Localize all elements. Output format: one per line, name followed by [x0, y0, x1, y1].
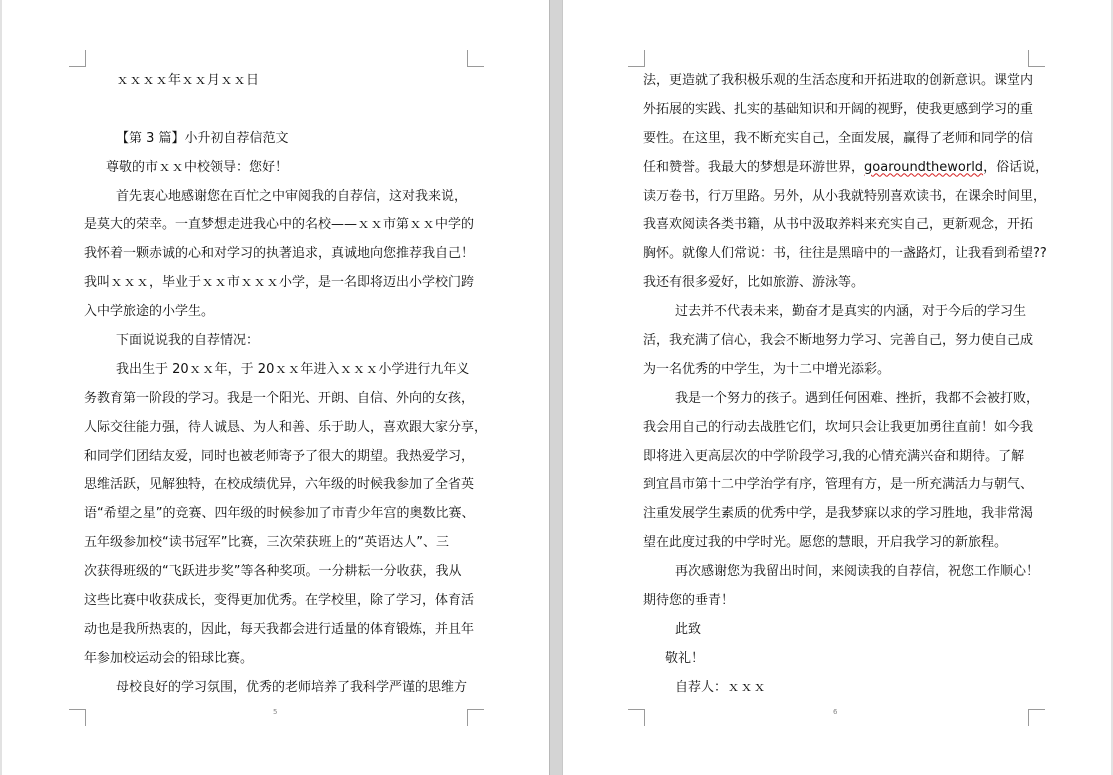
crop-mark-top-left [69, 50, 86, 67]
date-line: ｘｘｘｘ年ｘｘ月ｘｘ日 [116, 73, 260, 88]
text-line: 读万卷书，行万里路。另外，从小我就特别喜欢读书，在课余时间里， [643, 188, 1047, 204]
text-line: 首先衷心地感谢您在百忙之中审阅我的自荐信，这对我来说， [116, 188, 468, 204]
text-line: 望在此度过我的中学时光。愿您的慧眼，开启我学习的新旅程。 [643, 535, 1008, 551]
text-line: 下面说说我的自荐情况： [116, 333, 260, 349]
text-span: ，俗话说， [983, 159, 1049, 175]
text-line: 次获得班级的“飞跃进步奖”等各种奖项。一分耕耘一分收获，我从 [84, 564, 462, 580]
spelling-flagged-word[interactable]: goaroundtheworld [864, 159, 984, 175]
text-line: 即将进入更高层次的中学阶段学习,我的心情充满兴奋和期待。了解 [643, 448, 1025, 464]
text-line: 我出生于 20ｘｘ年，于 20ｘｘ年进入ｘｘｘ小学进行九年义 [116, 361, 470, 377]
page-body[interactable] [643, 67, 1049, 703]
text-line: 我还有很多爱好，比如旅游、游泳等。 [643, 275, 865, 291]
crop-mark-top-left [628, 50, 645, 67]
text-line: 外拓展的实践、扎实的基础知识和开阔的视野，使我更感到学习的重 [643, 101, 1034, 117]
document-page-left [0, 0, 549, 775]
text-line: 人际交往能力强，待人诚恳、为人和善、乐于助人，喜欢跟大家分享， [84, 419, 488, 435]
salutation: 尊敬的市ｘｘ中校领导：您好！ [106, 159, 289, 175]
text-line: 五年级参加校“读书冠军”比赛，三次荣获班上的“英语达人”、三 [84, 535, 449, 551]
text-line: 年参加校运动会的铅球比赛。 [84, 650, 254, 666]
crop-mark-top-right [1028, 50, 1045, 67]
text-line: 我会用自己的行动去战胜它们，坎坷只会让我更加勇往直前！如今我 [643, 419, 1034, 435]
text-line: 法，更造就了我积极乐观的生活态度和开拓进取的创新意识。课堂内 [643, 73, 1034, 88]
crop-mark-bottom-right [467, 709, 484, 726]
text-line: 母校良好的学习氛围，优秀的老师培养了我科学严谨的思维方 [116, 679, 468, 695]
crop-mark-bottom-left [628, 709, 645, 726]
page-number: 5 [273, 708, 278, 716]
document-page-right [563, 0, 1113, 775]
text-line: 到宜昌市第十二中学治学有序，管理有方，是一所充满活力与朝气、 [643, 477, 1034, 493]
page-body[interactable] [84, 67, 488, 703]
crop-mark-bottom-right [1028, 709, 1045, 726]
text-span: 任和赞誉。我最大的梦想是环游世界， [643, 159, 865, 175]
text-line: 胸怀。就像人们常说：书，往往是黑暗中的一盏路灯，让我看到希望?? [643, 246, 1047, 262]
text-line: 为一名优秀的中学生，为十二中增光添彩。 [643, 361, 891, 377]
crop-mark-bottom-left [69, 709, 86, 726]
page-number: 6 [833, 708, 838, 716]
text-line: 务教育第一阶段的学习。我是一个阳光、开朗、自信、外向的女孩， [84, 390, 475, 406]
text-line: 和同学们团结友爱，同时也被老师寄予了很大的期望。我热爱学习， [84, 448, 475, 464]
text-line: 我喜欢阅读各类书籍，从书中汲取养料来充实自己，更新观念，开拓 [643, 217, 1034, 233]
page-edge [0, 0, 2, 775]
signature-line: 自荐人：ｘｘｘ [675, 679, 767, 695]
text-line: 活，我充满了信心，我会不断地努力学习、完善自己，努力使自己成 [643, 333, 1034, 349]
text-line: 过去并不代表未来，勤奋才是真实的内涵，对于今后的学习生 [675, 304, 1027, 320]
text-line: 入中学旅途的小学生。 [84, 304, 215, 320]
text-line: 思维活跃，见解独特，在校成绩优异，六年级的时候我参加了全省英 [84, 477, 475, 493]
crop-mark-top-right [467, 50, 484, 67]
text-line: 语“希望之星”的竞赛、四年级的时候参加了市青少年宫的奥数比赛、 [84, 506, 475, 522]
text-line: 动也是我所热衷的，因此，每天我都会进行适量的体育锻炼，并且年 [84, 621, 475, 637]
text-line: 是莫大的荣幸。一直梦想走进我心中的名校——ｘｘ市第ｘｘ中学的 [84, 217, 475, 233]
text-line: 注重发展学生素质的优秀中学，是我梦寐以求的学习胜地，我非常渴 [643, 506, 1034, 522]
text-line [643, 154, 1049, 183]
text-line: 期待您的垂青！ [643, 593, 735, 609]
blank-line [84, 96, 469, 125]
text-line: 要性。在这里，我不断充实自己，全面发展，赢得了老师和同学的信 [643, 130, 1034, 146]
text-line: 我是一个努力的孩子。遇到任何困难、挫折，我都不会被打败， [675, 390, 1040, 406]
page-gap [549, 0, 563, 775]
closing-line: 此致 [675, 621, 702, 637]
closing-line: 敬礼！ [665, 650, 705, 666]
text-line: 再次感谢您为我留出时间，来阅读我的自荐信，祝您工作顺心！ [675, 564, 1040, 580]
text-line: 这些比赛中收获成长，变得更加优秀。在学校里，除了学习，体育活 [84, 593, 475, 609]
text-line: 我叫ｘｘｘ，毕业于ｘｘ市ｘｘｘ小学，是一名即将迈出小学校门跨 [84, 275, 475, 291]
text-line: 我怀着一颗赤诚的心和对学习的执著追求，真诚地向您推荐我自己！ [84, 246, 475, 262]
section-heading: 【第 3 篇】小升初自荐信范文 [116, 130, 289, 146]
